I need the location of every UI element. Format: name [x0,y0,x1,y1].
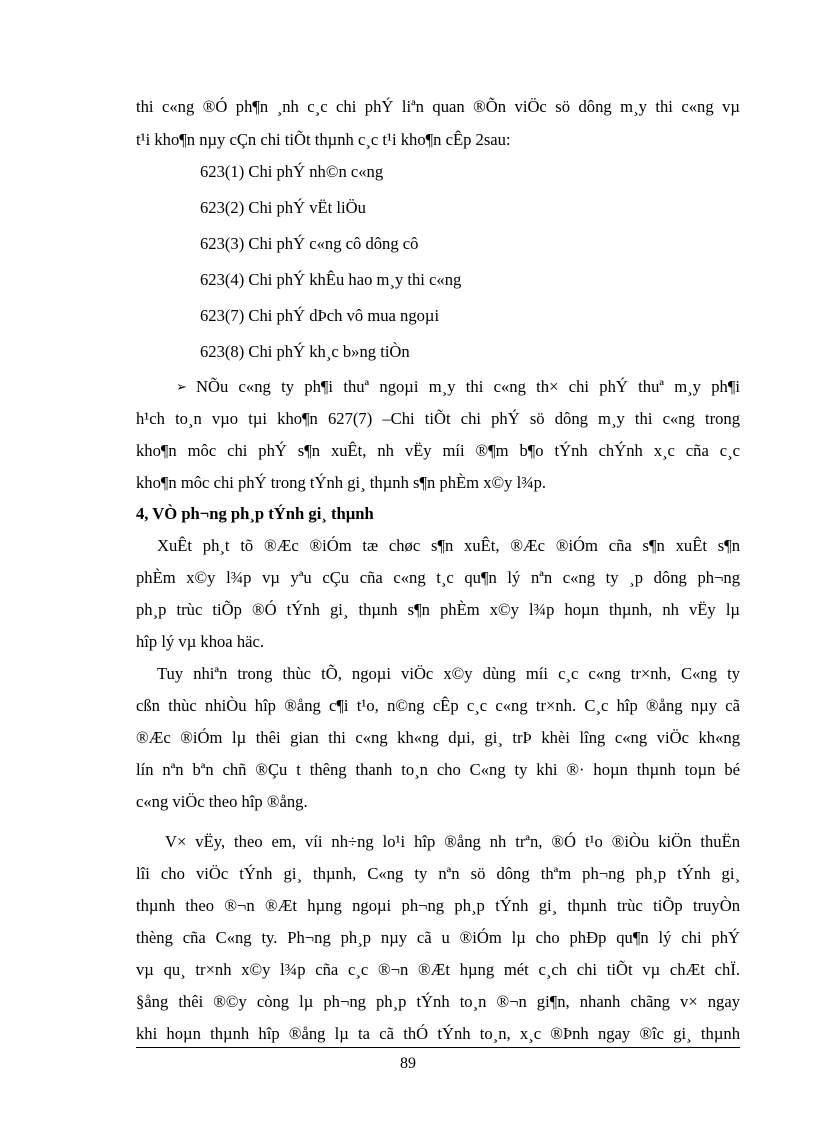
body-text-line: XuÊt ph¸t tõ ®Æc ®iÓm tæ chøc s¶n xuÊt, ®Æc ®iÓm cña s¶n xuÊt s¶n [157,536,740,555]
section-heading: 4, VÒ ph¬ng ph¸p tÝnh gi¸ thµnh [136,504,374,523]
body-text-line: kho¶n môc chi phÝ s¶n xuÊt, nh vËy míi ®¶m b¶o tÝnh chÝnh x¸c cña c¸c [136,441,740,460]
body-text-line: thi c«ng ®Ó ph¶n ¸nh c¸c chi phÝ liªn quan ®Õn viÖc sö dông m¸y thi c«ng vµ [136,97,740,116]
body-text-line: NÕu c«ng ty ph¶i thuª ngoµi m¸y thi c«ng th× chi phÝ thuª m¸y ph¶i [196,377,740,396]
account-list-item: 623(7) Chi phÝ dÞch vô mua ngoµi [200,306,440,325]
body-text-line: t¹i kho¶n nµy cÇn chi tiÕt thµnh c¸c t¹i kho¶n cÊp 2sau: [136,130,511,149]
body-text-line: kho¶n môc chi phÝ trong tÝnh gi¸ thµnh s¶n phÈm x©y l¾p. [136,473,547,492]
arrow-bullet-icon: ➢ [176,379,187,394]
body-text-line: hîp lý vµ khoa häc. [136,632,264,651]
body-text-line: h¹ch to¸n vµo tµi kho¶n 627(7) –Chi tiÕt chi phÝ sö dông m¸y thi c«ng trong [136,409,740,428]
body-text-line: V× vËy, theo em, víi nh÷ng lo¹i hîp ®ång nh trªn, ®Ó t¹o ®iÒu kiÖn thuËn [165,832,740,851]
body-text-line: lîi cho viÖc tÝnh gi¸ thµnh, C«ng ty nªn sö dông thªm ph¬ng ph¸p tÝnh gi¸ [136,864,740,883]
body-text-line: phÈm x©y l¾p vµ yªu cÇu cña c«ng t¸c qu¶n lý nªn c«ng ty ¸p dông ph¬ng [136,568,740,587]
account-list-item: 623(3) Chi phÝ c«ng cô dông cô [200,234,419,253]
account-list-item: 623(8) Chi phÝ kh¸c b»ng tiÒn [200,342,410,361]
page-number: 89 [400,1055,416,1072]
account-list-item: 623(1) Chi phÝ nh©n c«ng [200,162,384,181]
body-text-line: ®Æc ®iÓm lµ thêi gian thi c«ng kh«ng dµi, gi¸ trÞ khèi lîng c«ng viÖc kh«ng [136,728,740,747]
footer-divider [136,1047,740,1048]
account-list-item: 623(2) Chi phÝ vËt liÖu [200,198,366,217]
body-text-line: Tuy nhiªn trong thùc tÕ, ngoµi viÖc x©y dùng míi c¸c c«ng tr×nh, C«ng ty [157,664,740,683]
body-text-line: khi hoµn thµnh hîp ®ång lµ ta cã thÓ tÝnh to¸n, x¸c ®Þnh ngay ®îc gi¸ thµnh [136,1024,740,1043]
body-text-line: ph¸p trùc tiÕp ®Ó tÝnh gi¸ thµnh s¶n phÈm x©y l¾p hoµn thµnh, nh vËy lµ [136,600,740,619]
body-text-line: §ång thêi ®©y còng lµ ph¬ng ph¸p tÝnh to¸n ®¬n gi¶n, nhanh chãng v× ngay [136,992,740,1011]
account-list-item: 623(4) Chi phÝ khÊu hao m¸y thi c«ng [200,270,462,289]
body-text-line: thèng cña C«ng ty. Ph¬ng ph¸p nµy cã u ®iÓm lµ cho phÐp qu¶n lý chi phÝ [136,928,740,947]
body-text-line: cßn thùc nhiÒu hîp ®ång c¶i t¹o, n©ng cÊp c¸c c«ng tr×nh. C¸c hîp ®ång nµy cã [136,696,740,715]
body-text-line: c«ng viÖc theo hîp ®ång. [136,792,308,811]
body-text-line: thµnh theo ®¬n ®Æt hµng ngoµi ph¬ng ph¸p tÝnh gi¸ thµnh trùc tiÕp truyÒn [136,896,740,915]
body-text-line: vµ qu¸ tr×nh x©y l¾p cña c¸c ®¬n ®Æt hµng mét c¸ch chi tiÕt vµ chÆt chÏ. [136,960,740,979]
body-text-line: lín nªn bªn chñ ®Çu t thêng thanh to¸n cho C«ng ty khi ®· hoµn thµnh toµn bé [136,760,740,779]
